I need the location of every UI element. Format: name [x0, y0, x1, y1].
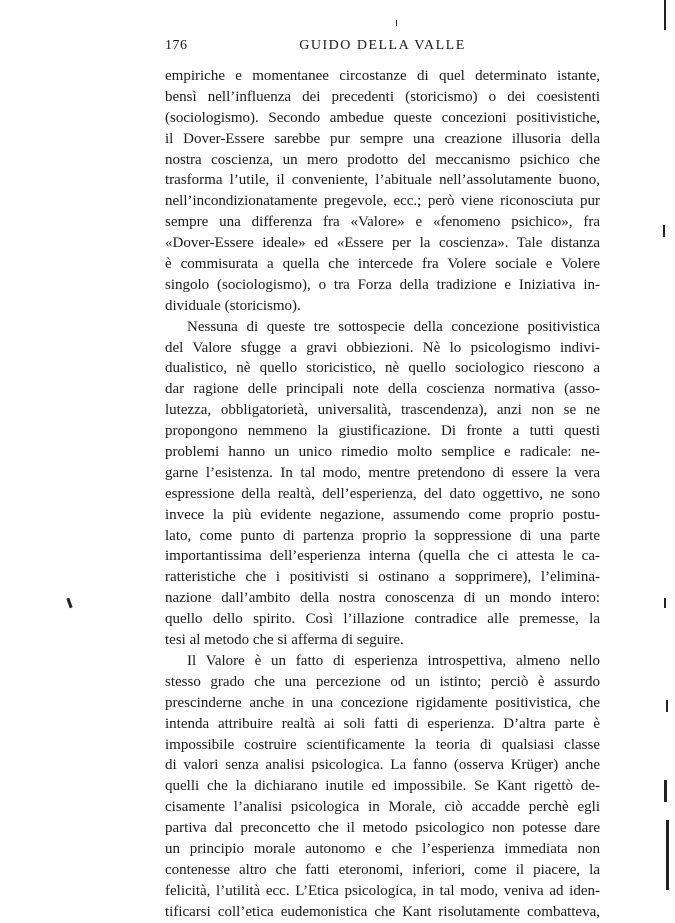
text-line: tesi al metodo che si afferma di seguire. [165, 632, 404, 649]
text-line: dar ragione delle principali note della coscienza normativa (asso- [165, 381, 600, 398]
text-line: trasforma l’utile, il conveniente, l’abituale nell’assolutamente buono, [165, 172, 600, 189]
text-line: impossibile costruire scientificamente la teoria di qualsiasi classe [165, 736, 600, 753]
scan-mark [666, 700, 668, 712]
text-line: lato, come punto di partenza proprio la soppressione di una parte [165, 527, 600, 544]
text-line: espressione della realtà, dell’esperienza, del dato oggettivo, ne sono [165, 485, 600, 502]
text-line: del Valore sfugge a gravi obbiezioni. Nè lo psicologismo indivi- [165, 339, 600, 356]
scan-mark [66, 598, 72, 608]
text-line: di valori senza analisi psicologica. La fanno (osserva Krüger) anche [165, 757, 600, 774]
text-line: contenesse altro che fatti eteronomi, inferiori, come il piacere, la [165, 861, 600, 878]
scan-mark [666, 820, 669, 890]
text-line: il Dover-Essere sarebbe pur sempre una creazione illusoria della [165, 130, 600, 147]
text-line: invece la più evidente negazione, assumendo come proprio postu- [165, 506, 600, 523]
text-line: felicità, l’utilità ecc. L’Etica psicologica, in tal modo, veniva ad iden- [165, 882, 600, 899]
text-line: (sociologismo). Secondo ambedue queste concezioni positivistiche, [165, 109, 600, 126]
text-line: è commisurata a quella che intercede fra Volere sociale e Volere [165, 256, 600, 273]
text-line: dualistico, nè quello storicistico, nè quello sociologico riescono a [165, 360, 600, 377]
text-line: «Dover-Essere ideale» ed «Essere per la coscienza». Tale distanza [165, 235, 600, 252]
text-line: quelli che la dichiarano inutile ed impossibile. Se Kant rigettò de- [165, 778, 600, 795]
text-line: lutezza, obbligatorietà, universalità, trascendenza), anzi non se ne [165, 402, 600, 419]
text-line: partiva dal preconcetto che il metodo psicologico non potesse dare [165, 820, 600, 837]
scan-mark [664, 598, 666, 608]
text-line: nostra coscienza, un mero prodotto del meccanismo psichico che [165, 151, 600, 168]
text-line: quello dello spirito. Così l’illazione contradice alle premesse, la [165, 611, 600, 628]
text-body [165, 66, 600, 923]
page-number: 176 [165, 38, 188, 53]
text-line: sempre una differenza fra «Valore» e «fenomeno psichico», fra [165, 214, 600, 231]
text-line: prescinderne anche in una concezione rigidamente positivistica, che [165, 694, 600, 711]
text-line: nazione dall’ambito della nostra conoscenza di un mondo intero: [165, 590, 600, 607]
scan-mark [663, 225, 665, 237]
scan-mark [664, 0, 666, 30]
text-line: tificarsi coll’etica eudemonistica che Kant risolutamente combatteva, [165, 903, 600, 920]
text-line: stesso grado che una percezione od un istinto; perciò è assurdo [165, 673, 600, 690]
scan-mark [664, 780, 667, 802]
running-head: GUIDO DELLA VALLE [299, 38, 466, 53]
text-line: importantissima dell’esperienza interna (quella che ci attesta le ca- [165, 548, 600, 565]
text-line: garne l’esistenza. In tal modo, mentre pretendono di essere la vera [165, 464, 600, 481]
text-line: intenda attribuire realtà ai soli fatti di esperienza. D’altra parte è [165, 715, 600, 732]
text-line: ratteristiche che i positivisti si ostinano a sopprimere), l’elimina- [165, 569, 600, 586]
text-line: un principio morale autonomo e che l’esperienza immediata non [165, 840, 600, 857]
text-line: Il Valore è un fatto di esperienza introspettiva, almeno nello [187, 652, 600, 669]
text-line: propongono nemmeno la giustificazione. Di fronte a tutti questi [165, 423, 600, 440]
text-line: bensì nell’influenza dei precedenti (storicismo) o dei coesistenti [165, 88, 600, 105]
text-line: Nessuna di queste tre sottospecie della concezione positivistica [187, 318, 600, 335]
text-line: nell’incondizionatamente pregevole, ecc.; però viene riconosciuta pur [165, 193, 600, 210]
text-line: problemi hanno un unico rimedio molto semplice e radicale: ne- [165, 444, 600, 461]
text-line: empiriche e momentanee circostanze di quel determinato istante, [165, 68, 600, 84]
scan-mark [396, 20, 397, 26]
text-line: singolo (sociologismo), o tra Forza della tradizione e Iniziativa in- [165, 276, 600, 293]
page-header [165, 38, 600, 58]
text-line: dividuale (storicismo). [165, 297, 301, 314]
text-line: cisamente l’analisi psicologica in Morale, ciò accadde perchè egli [165, 799, 600, 816]
